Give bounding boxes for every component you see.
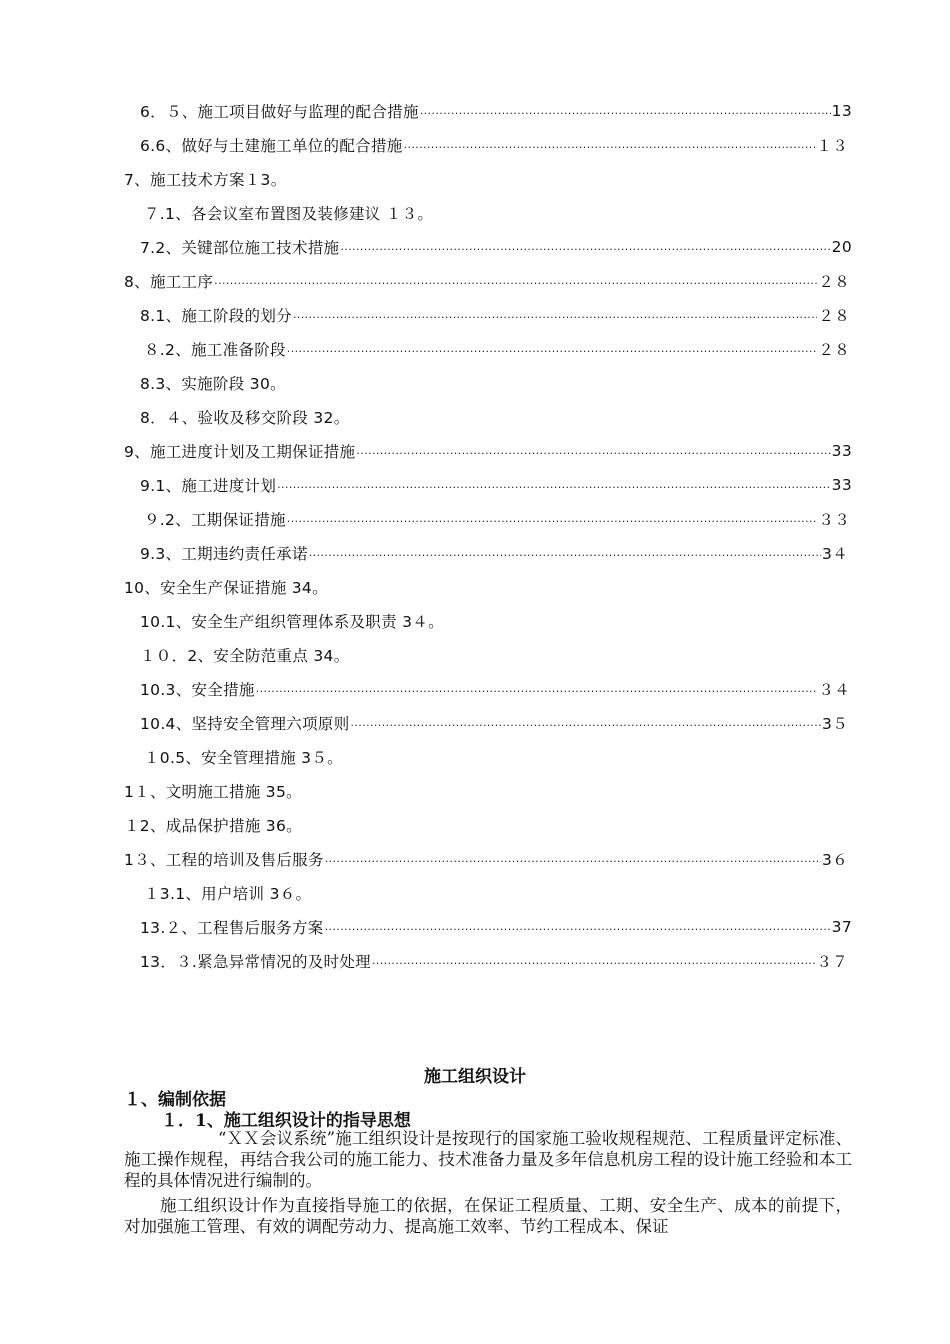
toc-leader-dots (420, 102, 831, 120)
toc-entry-label: 9.1、施工进度计划 (140, 477, 277, 495)
section-heading: １、编制依据 (124, 1090, 226, 1110)
toc-entry-page: ２８ (818, 273, 850, 291)
toc-entry[interactable] (144, 334, 850, 364)
toc-leader-dots (287, 340, 818, 358)
toc-leader-dots (351, 714, 822, 732)
toc-entry[interactable] (144, 742, 343, 772)
toc-leader-dots (404, 136, 816, 154)
toc-leader-dots (277, 476, 831, 494)
toc-entry[interactable] (140, 946, 848, 976)
toc-entry[interactable] (124, 776, 302, 806)
toc-entry-label: 8.1、施工阶段的划分 (140, 307, 292, 325)
toc-entry-label: 10.4、坚持安全管理六项原则 (140, 715, 350, 733)
toc-entry[interactable] (124, 572, 328, 602)
toc-entry-label: 8.3、实施阶段 30。 (140, 375, 286, 393)
toc-entry[interactable] (124, 810, 302, 840)
toc-entry-label: １2、成品保护措施 36。 (124, 817, 302, 835)
toc-entry-page: 33 (831, 442, 852, 460)
toc-entry-label: ９.2、工期保证措施 (144, 511, 286, 529)
toc-entry-label: １3.1、用户培训 3６。 (144, 885, 312, 903)
toc-entry-label: 1３、工程的培训及售后服务 (124, 851, 324, 869)
subsection-heading: １．1、施工组织设计的指导思想 (161, 1111, 411, 1131)
toc-entry-label: 9.3、工期违约责任承诺 (140, 545, 308, 563)
body-paragraph (124, 1128, 852, 1191)
toc-entry[interactable] (144, 504, 850, 534)
toc-entry-label: ７.1、各会议室布置图及装修建议 １３。 (144, 205, 434, 223)
toc-entry-label: 13．３.紧急异常情况的及时处理 (140, 953, 371, 971)
toc-entry[interactable] (144, 878, 311, 908)
toc-entry-label: 10、安全生产保证措施 34。 (124, 579, 328, 597)
toc-entry-page: ３７ (816, 953, 848, 971)
toc-entry-label: 9、施工进度计划及工期保证措施 (124, 443, 356, 461)
toc-entry-page: ３４ (818, 681, 850, 699)
toc-entry-label: 8．４、验收及移交阶段 32。 (140, 409, 350, 427)
paragraph-text: “ＸＸ会议系统”施工组织设计是按现行的国家施工验收规程规范、工程质量评定标准、施工操作规程，再结合我公司的施工能力、技术准备力量及多年信息机房工程的设计施工经验和本工程的具体情况进行编制的。 (124, 1129, 852, 1190)
toc-entry-page: 3５ (822, 715, 848, 733)
toc-entry[interactable] (140, 674, 850, 704)
toc-entry[interactable] (124, 844, 848, 874)
toc-entry-label: １０．2、安全防范重点 34。 (140, 647, 350, 665)
toc-leader-dots (256, 680, 818, 698)
toc-entry-label: 7、施工技术方案１3。 (124, 171, 287, 189)
toc-entry[interactable] (140, 300, 850, 330)
toc-entry[interactable] (140, 96, 852, 126)
toc-entry-page: ２８ (818, 341, 850, 359)
toc-entry-label: 8、施工工序 (124, 273, 214, 291)
toc-entry-label: １0.5、安全管理措施 3５。 (144, 749, 343, 767)
toc-leader-dots (309, 544, 821, 562)
toc-entry[interactable] (140, 470, 852, 500)
document-title: 施工组织设计 (424, 1067, 526, 1087)
toc-entry-page: 33 (831, 476, 852, 494)
toc-entry-label: 13.２、工程售后服务方案 (140, 919, 324, 937)
toc-entry[interactable] (124, 436, 852, 466)
toc-leader-dots (325, 918, 831, 936)
toc-leader-dots (340, 238, 830, 256)
toc-entry-label: 10.3、安全措施 (140, 681, 255, 699)
toc-leader-dots (293, 306, 817, 324)
toc-entry-page: 13 (831, 102, 852, 120)
toc-entry[interactable] (124, 266, 850, 296)
toc-entry-page: 3６ (822, 851, 848, 869)
body-paragraph (124, 1195, 852, 1237)
paragraph-text: 施工组织设计作为直接指导施工的依据，在保证工程质量、工期、安全生产、成本的前提下，对加强施工管理、有效的调配劳动力、提高施工效率、节约工程成本、保证 (124, 1196, 852, 1236)
toc-entry[interactable] (140, 708, 848, 738)
toc-entry[interactable] (140, 912, 852, 942)
toc-entry-label: 1１、文明施工措施 35。 (124, 783, 302, 801)
toc-entry-label: 7.2、关键部位施工技术措施 (140, 239, 340, 257)
toc-entry-page: ３３ (818, 511, 850, 529)
toc-leader-dots (287, 510, 818, 528)
toc-entry-page: ２８ (818, 307, 850, 325)
toc-entry-label: 6．５、施工项目做好与监理的配合措施 (140, 103, 419, 121)
toc-entry[interactable] (140, 640, 350, 670)
toc-leader-dots (372, 952, 815, 970)
toc-entry[interactable] (140, 368, 286, 398)
toc-entry[interactable] (140, 130, 848, 160)
toc-leader-dots (325, 850, 821, 868)
toc-entry-label: ８.2、施工准备阶段 (144, 341, 286, 359)
toc-entry-label: 10.1、安全生产组织管理体系及职责 3４。 (140, 613, 444, 631)
toc-entry[interactable] (124, 164, 287, 194)
toc-leader-dots (214, 272, 817, 290)
toc-leader-dots (356, 442, 830, 460)
toc-entry-label: 6.6、做好与土建施工单位的配合措施 (140, 137, 403, 155)
toc-entry[interactable] (144, 198, 433, 228)
toc-entry[interactable] (140, 538, 848, 568)
toc-entry-page: 3４ (822, 545, 848, 563)
toc-entry-page: 37 (831, 918, 852, 936)
toc-entry[interactable] (140, 402, 350, 432)
toc-entry[interactable] (140, 232, 852, 262)
toc-entry-page: 20 (831, 238, 852, 256)
toc-entry[interactable] (140, 606, 444, 636)
toc-entry-page: １３ (816, 137, 848, 155)
